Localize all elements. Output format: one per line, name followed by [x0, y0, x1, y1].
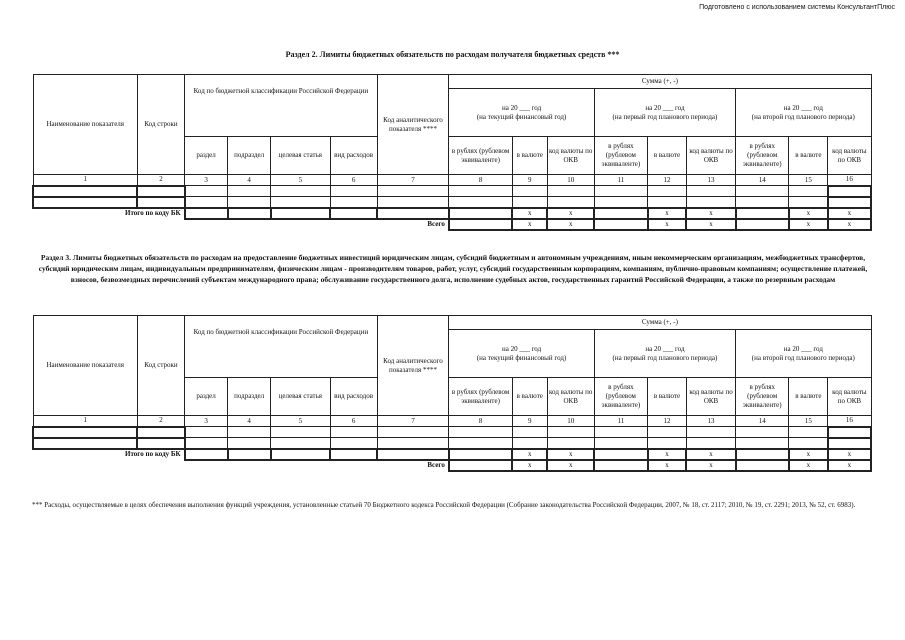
table-row[interactable] — [33, 427, 871, 438]
col-number: 1 — [33, 416, 137, 427]
section2-table — [32, 74, 872, 231]
section3-table — [32, 315, 872, 472]
col-number: 2 — [137, 175, 184, 186]
x-mark: x — [547, 449, 594, 460]
total-all-label: Всего — [427, 220, 445, 228]
col-val: в валюте — [648, 137, 687, 175]
x-mark: x — [547, 460, 594, 471]
col-number: 4 — [228, 416, 271, 427]
col-rub: в рублях (рублевом эквиваленте) — [594, 378, 647, 416]
col-number: 7 — [377, 416, 449, 427]
x-mark: x — [686, 219, 735, 230]
col-number: 6 — [330, 416, 377, 427]
col-number: 15 — [789, 175, 828, 186]
x-mark: x — [512, 219, 547, 230]
x-mark: x — [547, 219, 594, 230]
x-mark: x — [648, 208, 687, 219]
col-year1-header: на 20 ___ год (на текущий финансовый год) — [449, 330, 594, 378]
col-number: 1 — [33, 175, 137, 186]
x-mark: x — [686, 208, 735, 219]
x-mark: x — [512, 449, 547, 460]
col-val: в валюте — [512, 137, 547, 175]
header-note: Подготовлено с использованием системы КонсультантПлюс — [699, 4, 895, 11]
table-row[interactable] — [33, 197, 871, 208]
col-vid-rashodov: вид расходов — [330, 378, 377, 416]
col-razdel: раздел — [185, 137, 228, 175]
col-number: 10 — [547, 416, 594, 427]
col-analytic-header: Код аналитического показателя **** — [377, 316, 449, 416]
x-mark: x — [828, 208, 871, 219]
col-number: 12 — [648, 175, 687, 186]
col-number: 3 — [185, 416, 228, 427]
col-year3-header: на 20 ___ год (на второй год планового периода) — [736, 89, 871, 137]
x-mark: x — [648, 460, 687, 471]
col-rub: в рублях (рублевом эквиваленте) — [594, 137, 647, 175]
col-number: 8 — [449, 175, 513, 186]
x-mark: x — [828, 219, 871, 230]
col-number: 14 — [736, 416, 789, 427]
col-number: 10 — [547, 175, 594, 186]
col-number-row — [33, 416, 871, 427]
section3-title: Раздел 3. Лимиты бюджетных обязательств по расходам на предоставление бюджетных инвестиций юридическим лицам, субсидий бюджетным и автономным учреждениям, иным некоммерческим организациям, межбюджетных трансфертов, субсидий юридическим лицам, индивидуальным предпринимателям, физическим лицам - производителям товаров, работ, услуг, субсидий государственным корпорациям, компаниям, публично-правовым компаниям; осуществление платежей, взносов, безвозмездных перечислений субъектам международного права; обслуживание государственного долга, исполнение судебных актов, государственных гарантий Российской Федерации, а также по резервным расходам — [38, 253, 868, 284]
col-number: 13 — [686, 416, 735, 427]
col-number: 5 — [271, 175, 330, 186]
col-code-header: Код строки — [137, 316, 184, 416]
col-year1-header: на 20 ___ год (на текущий финансовый год) — [449, 89, 594, 137]
x-mark: x — [648, 219, 687, 230]
col-number: 8 — [449, 416, 513, 427]
col-vid-rashodov: вид расходов — [330, 137, 377, 175]
x-mark: x — [512, 208, 547, 219]
col-bk-header: Код по бюджетной классификации Российской Федерации — [185, 75, 378, 137]
col-val: в валюте — [789, 378, 828, 416]
total-bk-row — [33, 449, 871, 460]
total-all-row — [33, 219, 871, 230]
col-okv: код валюты по ОКВ — [547, 137, 594, 175]
col-okv: код валюты по ОКВ — [686, 378, 735, 416]
col-number: 2 — [137, 416, 184, 427]
col-val: в валюте — [512, 378, 547, 416]
col-rub: в рублях (рублевом эквиваленте) — [449, 137, 513, 175]
col-okv: код валюты по ОКВ — [828, 378, 871, 416]
col-number: 14 — [736, 175, 789, 186]
section2-title: Раздел 2. Лимиты бюджетных обязательств по расходам получателя бюджетных средств *** — [285, 50, 620, 59]
col-okv: код валюты по ОКВ — [547, 378, 594, 416]
total-bk-label: Итого по коду БК — [125, 450, 181, 458]
col-razdel: раздел — [185, 378, 228, 416]
col-number: 11 — [594, 416, 647, 427]
x-mark: x — [789, 460, 828, 471]
col-analytic-header: Код аналитического показателя **** — [377, 75, 449, 175]
footnote: *** Расходы, осуществляемые в целях обеспечения выполнения функций учреждения, установленные статьей 70 Бюджетного кодекса Российской Федерации (Собрание законодательства Российской Федерации, 2007, № 18, ст. 2117; 2010, № 19, ст. 2291; 2013, № 52, ст. 6983). — [32, 501, 856, 509]
x-mark: x — [686, 449, 735, 460]
col-val: в валюте — [789, 137, 828, 175]
x-mark: x — [828, 460, 871, 471]
total-bk-row — [33, 208, 871, 219]
x-mark: x — [789, 449, 828, 460]
col-year3-header: на 20 ___ год (на второй год планового периода) — [736, 330, 871, 378]
col-bk-header: Код по бюджетной классификации Российской Федерации — [185, 316, 378, 378]
col-sum-header: Сумма (+, -) — [449, 316, 871, 330]
total-all-row — [33, 460, 871, 471]
col-number: 9 — [512, 416, 547, 427]
col-cel-statya: целевая статья — [271, 137, 330, 175]
col-number: 9 — [512, 175, 547, 186]
col-rub: в рублях (рублевом эквиваленте) — [736, 378, 789, 416]
x-mark: x — [789, 208, 828, 219]
col-name-header: Наименование показателя — [33, 75, 137, 175]
col-podrazdel: подраздел — [228, 137, 271, 175]
col-number: 6 — [330, 175, 377, 186]
col-number: 16 — [828, 175, 871, 186]
col-number: 11 — [594, 175, 647, 186]
col-podrazdel: подраздел — [228, 378, 271, 416]
col-year2-header: на 20 ___ год (на первый год планового периода) — [594, 330, 735, 378]
col-number: 3 — [185, 175, 228, 186]
x-mark: x — [648, 449, 687, 460]
col-okv: код валюты по ОКВ — [686, 137, 735, 175]
x-mark: x — [828, 449, 871, 460]
col-rub: в рублях (рублевом эквиваленте) — [449, 378, 513, 416]
col-sum-header: Сумма (+, -) — [449, 75, 871, 89]
col-number: 16 — [828, 416, 871, 427]
col-number: 15 — [789, 416, 828, 427]
x-mark: x — [512, 460, 547, 471]
col-val: в валюте — [648, 378, 687, 416]
col-number: 4 — [228, 175, 271, 186]
table-row[interactable] — [33, 186, 871, 197]
col-number-row — [33, 175, 871, 186]
x-mark: x — [547, 208, 594, 219]
col-code-header: Код строки — [137, 75, 184, 175]
x-mark: x — [686, 460, 735, 471]
table-row[interactable] — [33, 438, 871, 449]
col-number: 13 — [686, 175, 735, 186]
col-number: 5 — [271, 416, 330, 427]
col-name-header: Наименование показателя — [33, 316, 137, 416]
col-number: 12 — [648, 416, 687, 427]
col-okv: код валюты по ОКВ — [828, 137, 871, 175]
col-cel-statya: целевая статья — [271, 378, 330, 416]
col-rub: в рублях (рублевом эквиваленте) — [736, 137, 789, 175]
total-bk-label: Итого по коду БК — [125, 209, 181, 217]
col-number: 7 — [377, 175, 449, 186]
x-mark: x — [789, 219, 828, 230]
total-all-label: Всего — [427, 461, 445, 469]
col-year2-header: на 20 ___ год (на первый год планового периода) — [594, 89, 735, 137]
